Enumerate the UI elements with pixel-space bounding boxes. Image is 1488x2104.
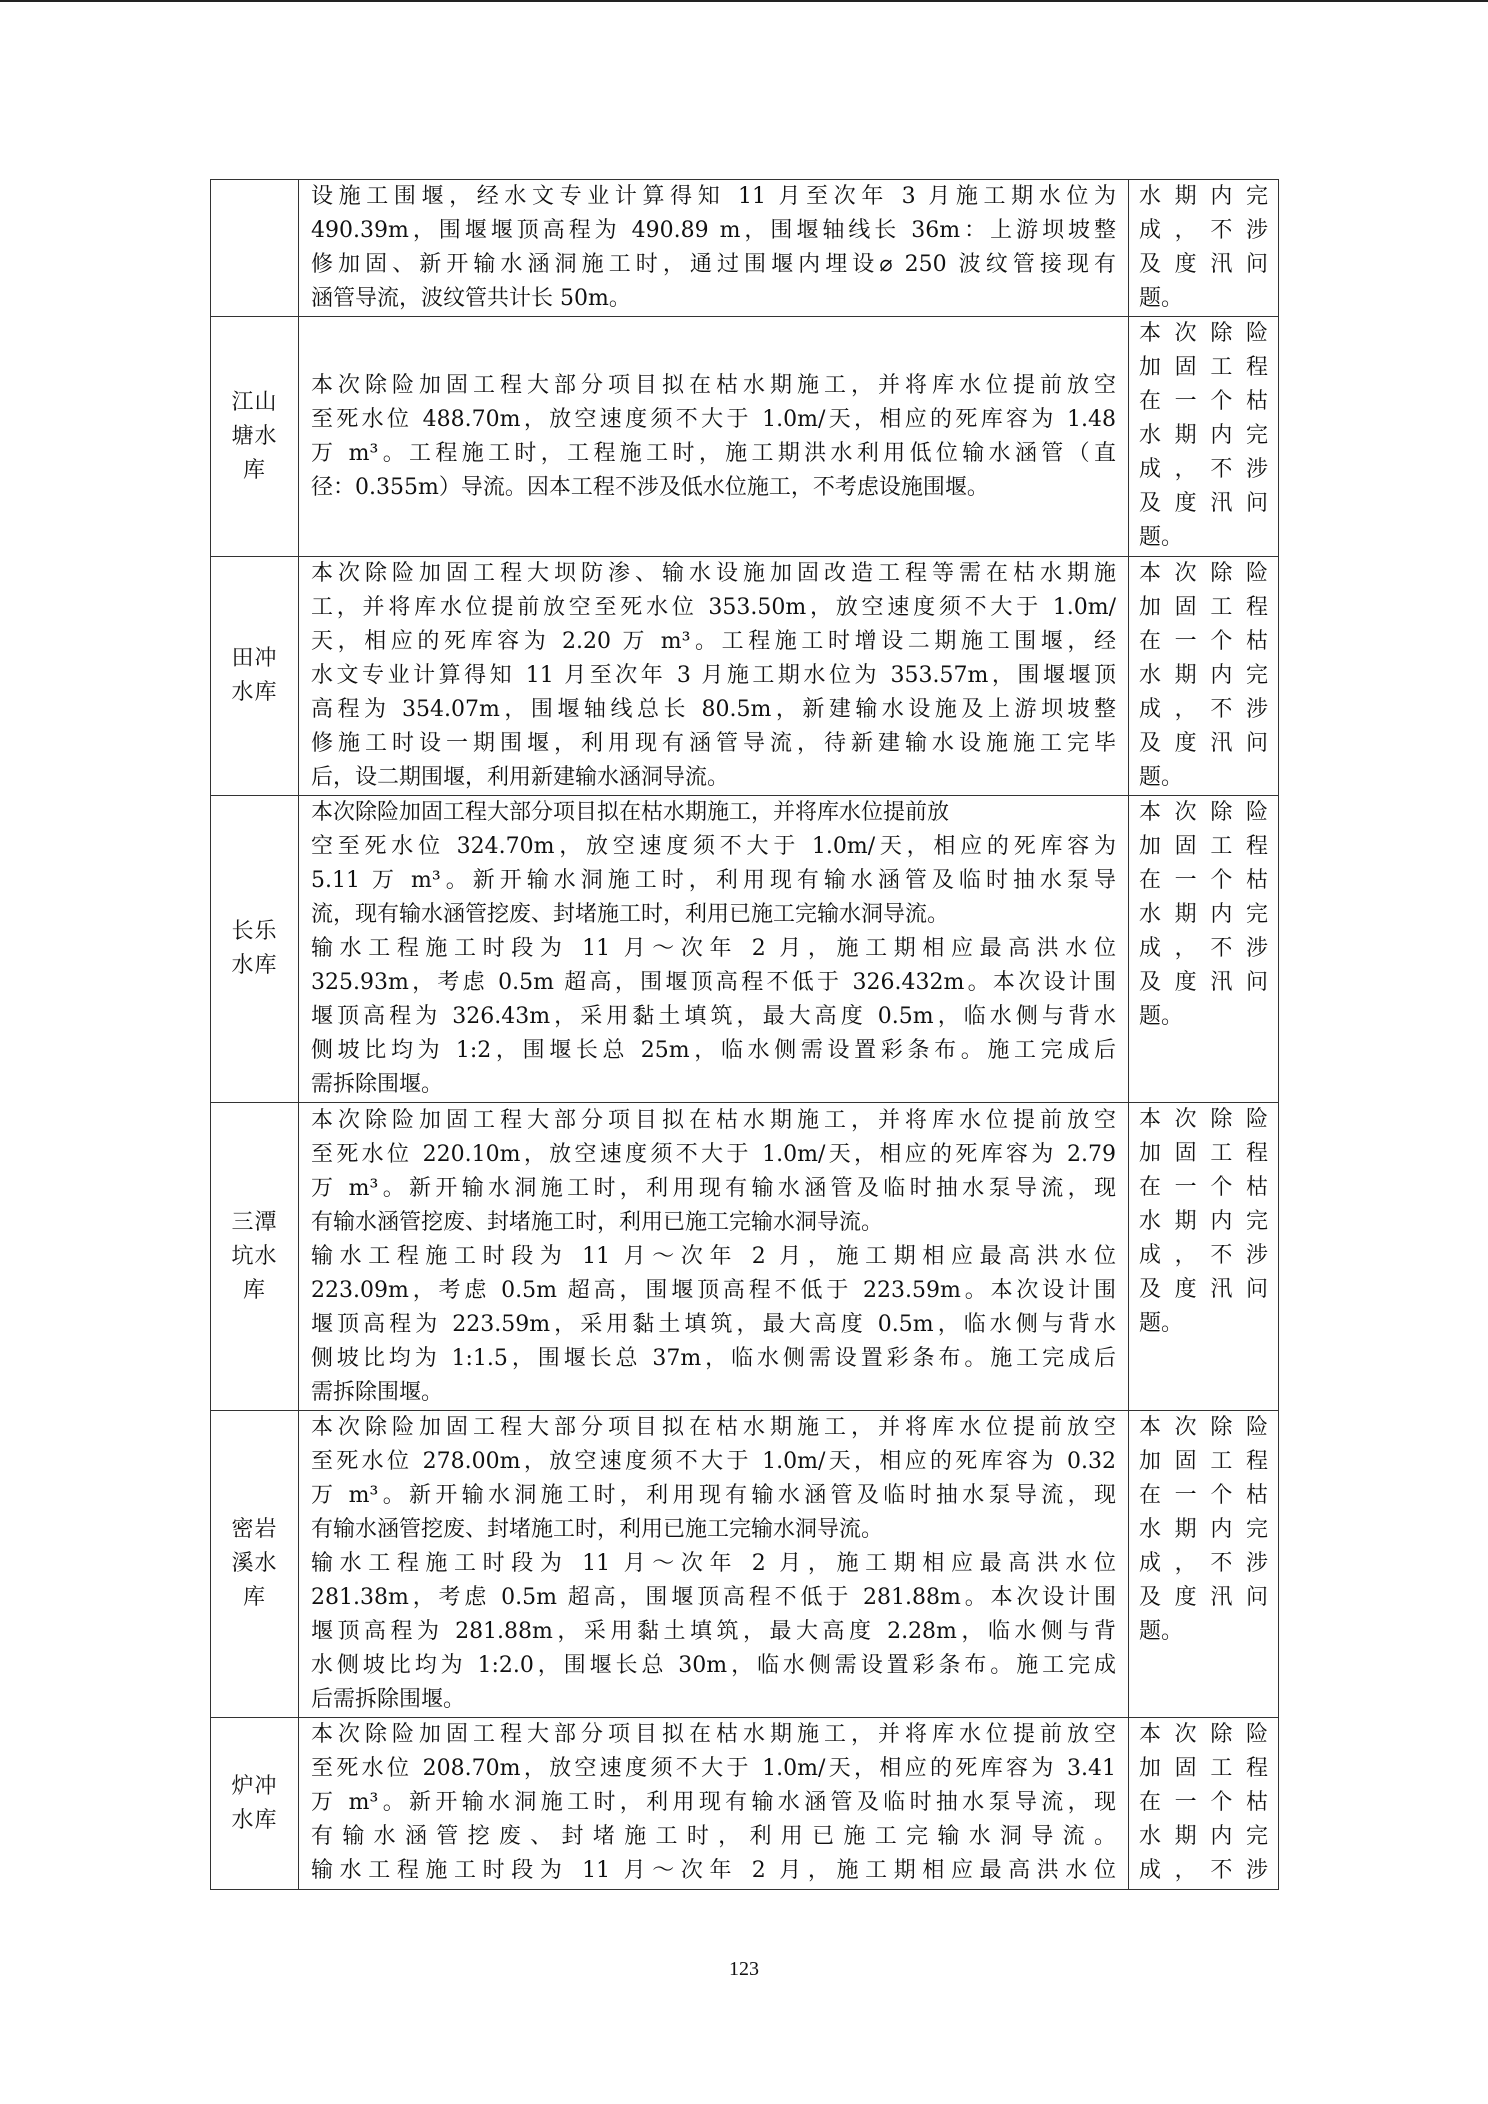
note-line: 题。 — [1139, 1311, 1184, 1336]
reservoir-name-cell — [211, 317, 299, 557]
description-line: 高程为 354.07m，围堰轴线总长 80.5m，新建输水设施及上游坝坡整 — [311, 697, 1116, 722]
note-line: 在一个枯 — [1139, 868, 1268, 893]
note-line: 及度汛问 — [1139, 731, 1268, 756]
reservoir-name-line: 溪水 — [231, 1551, 278, 1576]
construction-description-cell — [299, 557, 1129, 796]
description-line: 堰顶高程为 326.43m，采用黏土填筑，最大高度 0.5m，临水侧与背水 — [311, 1004, 1116, 1029]
note-line: 及度汛问 — [1139, 1585, 1268, 1610]
description-line: 需拆除围堰。 — [311, 1379, 444, 1405]
construction-description-cell — [299, 1411, 1129, 1718]
reservoir-name-line: 炉冲 — [231, 1773, 278, 1799]
reservoir-name-line: 库 — [242, 1585, 266, 1610]
flood-season-note-cell — [1129, 557, 1279, 796]
description-line: 325.93m，考虑 0.5m 超高，围堰顶高程不低于 326.432m。本次设计围 — [311, 970, 1116, 995]
description-line: 至死水位 488.70m，放空速度须不大于 1.0m/天，相应的死库容为 1.48 — [311, 406, 1116, 432]
note-line: 成，不涉 — [1139, 697, 1268, 722]
description-line: 水侧坡比均为 1:2.0，围堰长总 30m，临水侧需设置彩条布。施工完成 — [311, 1653, 1116, 1678]
description-line: 281.38m，考虑 0.5m 超高，围堰顶高程不低于 281.88m。本次设计围 — [311, 1585, 1116, 1610]
construction-description-cell — [299, 1103, 1129, 1411]
description-line: 至死水位 208.70m，放空速度须不大于 1.0m/天，相应的死库容为 3.41 — [311, 1756, 1116, 1781]
note-line: 水期内完 — [1139, 1824, 1268, 1849]
description-line: 修施工时设一期围堰，利用现有涵管导流，待新建输水设施施工完毕 — [311, 731, 1116, 756]
description-line: 堰顶高程为 281.88m，采用黏土填筑，最大高度 2.28m，临水侧与背 — [311, 1619, 1116, 1644]
table-row — [211, 180, 1279, 317]
note-line: 成，不涉 — [1139, 936, 1268, 961]
table-row — [211, 317, 1279, 557]
reservoir-name-cell — [211, 1718, 299, 1890]
description-line: 空至死水位 324.70m，放空速度须不大于 1.0m/天，相应的死库容为 — [311, 834, 1116, 859]
reservoir-name-line: 密岩 — [231, 1517, 278, 1542]
note-line: 题。 — [1139, 286, 1184, 311]
note-line: 水期内完 — [1139, 184, 1268, 209]
reservoir-name-line: 库 — [242, 1277, 266, 1303]
table-row — [211, 1718, 1279, 1890]
reservoir-name-cell — [211, 796, 299, 1103]
description-line: 本次除险加固工程大部分项目拟在枯水期施工，并将库水位提前放 — [311, 800, 950, 825]
note-line: 水期内完 — [1139, 902, 1268, 927]
note-line: 题。 — [1139, 1619, 1184, 1644]
description-line: 侧坡比均为 1:1.5，围堰长总 37m，临水侧需设置彩条布。施工完成后 — [311, 1345, 1116, 1371]
description-line: 万 m³。新开输水洞施工时，利用现有输水涵管及临时抽水泵导流，现 — [311, 1483, 1116, 1508]
flood-season-note-cell — [1129, 1103, 1279, 1411]
description-line: 堰顶高程为 223.59m，采用黏土填筑，最大高度 0.5m，临水侧与背水 — [311, 1311, 1116, 1337]
note-line: 成，不涉 — [1139, 457, 1268, 482]
reservoir-name-cell — [211, 1411, 299, 1718]
note-line: 加固工程 — [1139, 355, 1268, 380]
note-line: 本次除险 — [1139, 800, 1268, 825]
note-line: 加固工程 — [1139, 834, 1268, 859]
flood-season-note-cell — [1129, 1718, 1279, 1890]
reservoir-name-line: 水库 — [231, 953, 278, 978]
reservoir-name-line: 三潭 — [231, 1209, 278, 1235]
description-line: 万 m³。新开输水洞施工时，利用现有输水涵管及临时抽水泵导流，现 — [311, 1175, 1116, 1201]
description-line: 工，并将库水位提前放空至死水位 353.50m，放空速度须不大于 1.0m/ — [311, 595, 1116, 620]
reservoir-name-line: 库 — [242, 457, 266, 483]
note-line: 本次除险 — [1139, 1107, 1268, 1132]
note-line: 加固工程 — [1139, 595, 1268, 620]
note-line: 加固工程 — [1139, 1756, 1268, 1781]
note-line: 成，不涉 — [1139, 1858, 1268, 1883]
reservoir-name-line: 江山 — [231, 389, 278, 415]
note-line: 本次除险 — [1139, 1415, 1268, 1440]
note-line: 水期内完 — [1139, 663, 1268, 688]
note-line: 题。 — [1139, 1004, 1184, 1029]
note-line: 本次除险 — [1139, 321, 1268, 346]
flood-season-note-cell — [1129, 317, 1279, 557]
reservoir-name-cell — [211, 557, 299, 796]
note-line: 成，不涉 — [1139, 1243, 1268, 1268]
description-line: 本次除险加固工程大部分项目拟在枯水期施工，并将库水位提前放空 — [311, 1415, 1116, 1440]
description-line: 本次除险加固工程大部分项目拟在枯水期施工，并将库水位提前放空 — [311, 1107, 1116, 1133]
description-line: 天，相应的死库容为 2.20 万 m³。工程施工时增设二期施工围堰，经 — [311, 629, 1116, 654]
note-line: 及度汛问 — [1139, 1277, 1268, 1302]
note-line: 及度汛问 — [1139, 491, 1268, 516]
note-line: 成，不涉 — [1139, 218, 1268, 243]
note-line: 水期内完 — [1139, 1209, 1268, 1234]
note-line: 本次除险 — [1139, 561, 1268, 586]
note-line: 在一个枯 — [1139, 629, 1268, 654]
table-row — [211, 557, 1279, 796]
note-line: 题。 — [1139, 525, 1184, 550]
description-line: 490.39m，围堰堰顶高程为 490.89 m，围堰轴线长 36m：上游坝坡整 — [311, 218, 1116, 243]
description-line: 至死水位 278.00m，放空速度须不大于 1.0m/天，相应的死库容为 0.32 — [311, 1449, 1116, 1474]
note-line: 加固工程 — [1139, 1449, 1268, 1474]
flood-season-note-cell — [1129, 180, 1279, 317]
reservoir-name-line: 水库 — [231, 1807, 278, 1833]
flood-season-note-cell — [1129, 1411, 1279, 1718]
description-line: 有输水涵管挖废、封堵施工时，利用已施工完输水洞导流。 — [311, 1209, 884, 1235]
description-line: 本次除险加固工程大部分项目拟在枯水期施工，并将库水位提前放空 — [311, 372, 1116, 398]
description-line: 万 m³。新开输水洞施工时，利用现有输水涵管及临时抽水泵导流，现 — [311, 1790, 1116, 1815]
table-body — [211, 180, 1279, 1890]
description-line: 后需拆除围堰。 — [311, 1687, 466, 1712]
note-line: 本次除险 — [1139, 1722, 1268, 1747]
description-line: 输水工程施工时段为 11 月～次年 2 月，施工期相应最高洪水位 — [311, 1858, 1116, 1883]
reservoir-name-line: 田冲 — [231, 646, 278, 671]
description-line: 本次除险加固工程大部分项目拟在枯水期施工，并将库水位提前放空 — [311, 1722, 1116, 1747]
description-line: 需拆除围堰。 — [311, 1072, 444, 1097]
reservoir-name-cell — [211, 180, 299, 317]
reservoir-name-line: 水库 — [231, 680, 278, 705]
description-line: 万 m³。工程施工时，工程施工时，施工期洪水利用低位输水涵管（直 — [311, 440, 1116, 466]
description-line: 涵管导流，波纹管共计长 50m。 — [311, 286, 631, 311]
description-line: 修加固、新开输水涵洞施工时，通过围堰内埋设⌀ 250 波纹管接现有 — [311, 252, 1116, 277]
note-line: 及度汛问 — [1139, 252, 1268, 277]
note-line: 加固工程 — [1139, 1141, 1268, 1166]
description-line: 水文专业计算得知 11 月至次年 3 月施工期水位为 353.57m，围堰堰顶 — [311, 663, 1116, 688]
table-row — [211, 796, 1279, 1103]
note-line: 题。 — [1139, 765, 1184, 790]
description-line: 径：0.355m）导流。因本工程不涉及低水位施工，不考虑设施围堰。 — [311, 474, 989, 500]
description-line: 223.09m，考虑 0.5m 超高，围堰顶高程不低于 223.59m。本次设计围 — [311, 1277, 1116, 1303]
reservoir-construction-table — [210, 179, 1279, 1890]
description-line: 本次除险加固工程大坝防渗、输水设施加固改造工程等需在枯水期施 — [311, 561, 1116, 586]
note-line: 在一个枯 — [1139, 1790, 1268, 1815]
description-line: 流，现有输水涵管挖废、封堵施工时，利用已施工完输水洞导流。 — [311, 902, 950, 927]
description-line: 至死水位 220.10m，放空速度须不大于 1.0m/天，相应的死库容为 2.79 — [311, 1141, 1116, 1167]
note-line: 成，不涉 — [1139, 1551, 1268, 1576]
note-line: 水期内完 — [1139, 1517, 1268, 1542]
page-number: 123 — [729, 1958, 759, 1980]
description-line: 后，设二期围堰，利用新建输水涵洞导流。 — [311, 765, 730, 790]
note-line: 在一个枯 — [1139, 1175, 1268, 1200]
description-line: 输水工程施工时段为 11 月～次年 2 月，施工期相应最高洪水位 — [311, 1243, 1116, 1269]
construction-description-cell — [299, 796, 1129, 1103]
note-line: 在一个枯 — [1139, 1483, 1268, 1508]
description-line: 输水工程施工时段为 11 月～次年 2 月，施工期相应最高洪水位 — [311, 936, 1116, 961]
reservoir-name-line: 坑水 — [231, 1243, 278, 1269]
flood-season-note-cell — [1129, 796, 1279, 1103]
description-line: 设施工围堰，经水文专业计算得知 11 月至次年 3 月施工期水位为 — [311, 184, 1116, 209]
note-line: 在一个枯 — [1139, 389, 1268, 414]
top-rule — [0, 0, 1488, 2]
description-line: 有输水涵管挖废、封堵施工时，利用已施工完输水洞导流。 — [311, 1824, 1116, 1849]
construction-description-cell — [299, 1718, 1129, 1890]
construction-description-cell — [299, 317, 1129, 557]
reservoir-name-line: 塘水 — [231, 423, 278, 449]
description-line: 侧坡比均为 1:2，围堰长总 25m，临水侧需设置彩条布。施工完成后 — [311, 1038, 1116, 1063]
note-line: 水期内完 — [1139, 423, 1268, 448]
construction-description-cell — [299, 180, 1129, 317]
description-line: 输水工程施工时段为 11 月～次年 2 月，施工期相应最高洪水位 — [311, 1551, 1116, 1576]
reservoir-name-line: 长乐 — [231, 919, 278, 944]
description-line: 有输水涵管挖废、封堵施工时，利用已施工完输水洞导流。 — [311, 1517, 884, 1542]
table-row — [211, 1411, 1279, 1718]
table-row — [211, 1103, 1279, 1411]
note-line: 及度汛问 — [1139, 970, 1268, 995]
reservoir-name-cell — [211, 1103, 299, 1411]
description-line: 5.11 万 m³。新开输水洞施工时，利用现有输水涵管及临时抽水泵导 — [311, 868, 1116, 893]
